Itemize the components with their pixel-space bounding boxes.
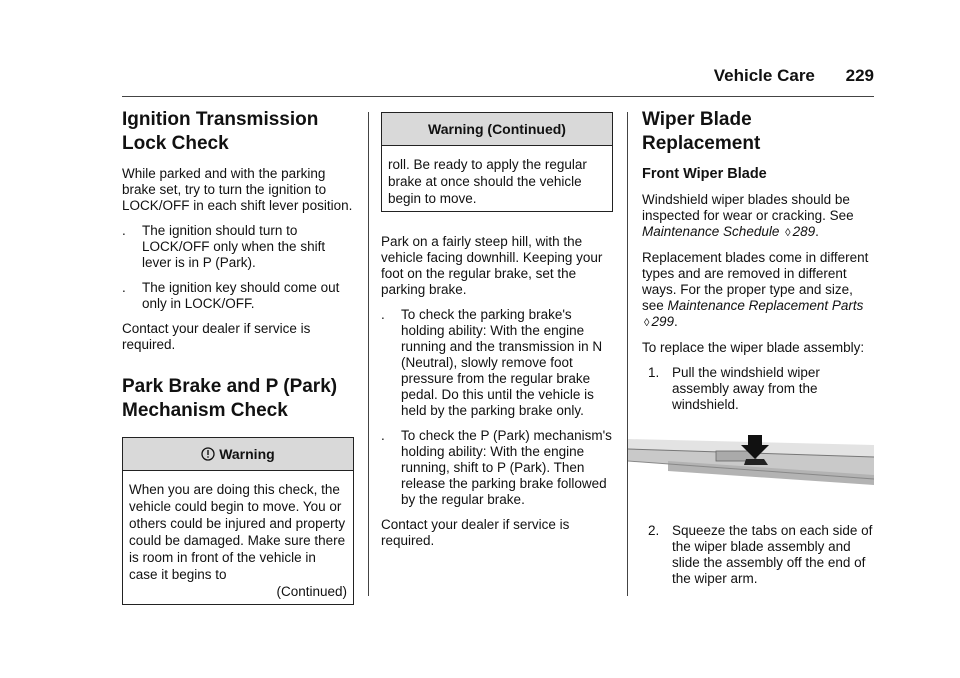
section-heading-ignition: Ignition Transmission Lock Check <box>122 109 319 154</box>
section-title: Vehicle Care <box>713 66 815 85</box>
column-2 <box>381 112 613 558</box>
warning-text: roll. Be ready to apply the regular brake at once should the vehicle begin to move. <box>388 157 587 206</box>
list-item: . The ignition should turn to LOCK/OFF only when the shift lever is in P (Park). <box>122 223 326 270</box>
column-1 <box>122 108 354 605</box>
warning-text: When you are doing this check, the vehicle could begin to move. You or others could be injured and property could be damaged. Make sure there is room in front of the vehicle in case it begins to <box>129 482 346 582</box>
subheading-front-wiper: Front Wiper Blade <box>642 166 767 182</box>
paragraph: To replace the wiper blade assembly: <box>642 340 865 355</box>
paragraph: Contact your dealer if service is required. <box>381 517 570 548</box>
section-heading-park-brake: Park Brake and P (Park) Mechanism Check <box>122 376 338 421</box>
paragraph: Windshield wiper blades should be inspected for wear or cracking. See Maintenance Schedule ◊ 289. <box>642 192 854 239</box>
warning-body <box>123 471 353 604</box>
paragraph: Replacement blades come in different types and are removed in different ways. For the proper type and size, see Maintenance Replacement Parts ◊ 299. <box>642 250 869 329</box>
warning-box-continued <box>381 112 613 212</box>
bullet-icon: . <box>381 307 385 322</box>
column-divider-2 <box>627 112 628 596</box>
warning-title: Warning <box>219 446 275 462</box>
warning-icon <box>201 446 219 462</box>
continued-label: (Continued) <box>276 584 347 599</box>
wiper-illustration <box>628 435 874 505</box>
column-divider-1 <box>368 112 369 596</box>
page-header <box>714 66 874 86</box>
warning-box <box>122 437 354 605</box>
warning-header <box>123 438 353 471</box>
paragraph: While parked and with the parking brake set, try to turn the ignition to LOCK/OFF in each shift lever position. <box>122 166 353 213</box>
paragraph: Contact your dealer if service is required. <box>122 321 311 352</box>
link-replacement-parts[interactable]: Maintenance Replacement Parts <box>667 298 864 313</box>
list-item: . To check the parking brake's holding ability: With the engine running and the transmission in N (Neutral), slowly remove foot pressure from the regular brake pedal. Do this until the vehicle is held by the parking brake only. <box>381 307 603 418</box>
page-ref-icon: ◊ <box>644 317 650 329</box>
page-ref[interactable]: 299 <box>651 314 674 329</box>
step-item: 2. Squeeze the tabs on each side of the wiper blade assembly and slide the assembly off the end of the wiper arm. <box>648 523 873 586</box>
list-item: . The ignition key should come out only in LOCK/OFF. <box>122 280 340 311</box>
paragraph: Park on a fairly steep hill, with the vehicle facing downhill. Keeping your foot on the regular brake, set the parking brake. <box>381 234 603 297</box>
page-ref-icon: ◊ <box>785 227 791 239</box>
list-item: . To check the P (Park) mechanism's holding ability: With the engine running, shift to P (Park). Then release the parking brake followed by the regular brake. <box>381 428 612 507</box>
column-3 <box>642 108 874 596</box>
warning-header: Warning (Continued) <box>382 113 612 146</box>
bullet-icon: . <box>122 223 126 238</box>
page-ref[interactable]: 289 <box>792 224 816 239</box>
section-heading-wiper: Wiper Blade Replacement <box>642 109 761 154</box>
link-maintenance-schedule[interactable]: Maintenance Schedule <box>642 224 780 239</box>
bullet-icon: . <box>381 428 385 443</box>
header-rule <box>122 96 874 97</box>
bullet-icon: . <box>122 280 126 295</box>
page-number: 229 <box>845 66 874 85</box>
step-item: 1. Pull the windshield wiper assembly away from the windshield. <box>648 365 820 412</box>
